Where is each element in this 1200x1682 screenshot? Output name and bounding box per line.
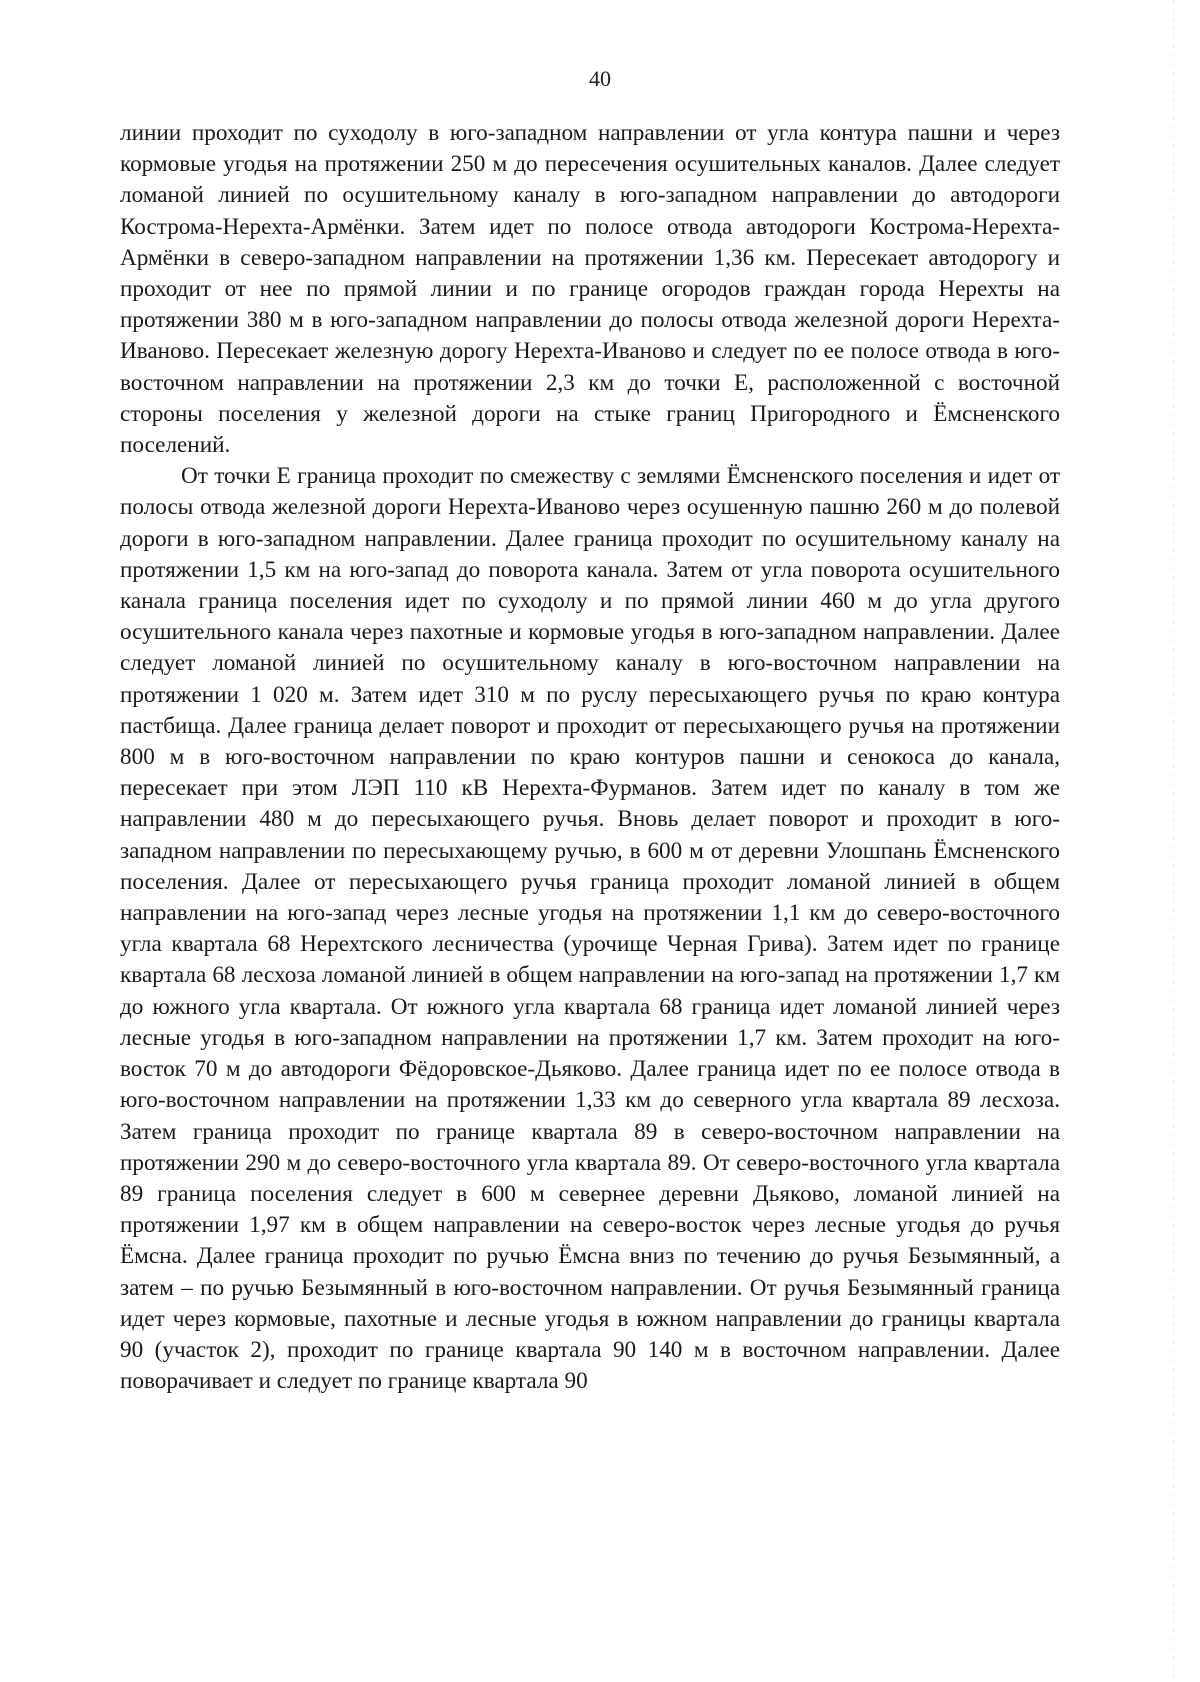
paragraph-1: линии проходит по суходолу в юго-западном направлении от угла контура пашни и через кормовые угодья на протяжении 250 м до пересечения осушительных каналов. Далее следует ломаной линией по осушительному каналу в юго-западном направлении до автодороги Кострома-Нерехта-Армёнки. Затем идет по полосе отвода автодороги Кострома-Нерехта-Армёнки в северо-западном направлении на протяжении 1,36 км. Пересекает автодорогу и проходит от нее по прямой линии и по границе огородов граждан города Нерехты на протяжении 380 м в юго-западном направлении до полосы отвода железной дороги Нерехта-Иваново. Пересекает железную дорогу Нерехта-Иваново и следует по ее полосе отвода в юго-восточном направлении на протяжении 2,3 км до точки Е, расположенной с восточной стороны поселения у железной дороги на стыке границ Пригородного и Ёмсненского поселений. (120, 120, 1060, 459)
paragraph-2: От точки Е граница проходит по смежеству с землями Ёмсненского поселения и идет от полосы отвода железной дороги Нерехта-Иваново через осушенную пашню 260 м до полевой дороги в юго-западном направлении. Далее граница проходит по осушительному каналу на протяжении 1,5 км на юго-запад до поворота канала. Затем от угла поворота осушительного канала граница поселения идет по суходолу и по прямой линии 460 м до угла другого осушительного канала через пахотные и кормовые угодья в юго-западном направлении. Далее следует ломаной линией по осушительному каналу в юго-восточном направлении на протяжении 1 020 м. Затем идет 310 м по руслу пересыхающего ручья по краю контура пастбища. Далее граница делает поворот и проходит от пересыхающего ручья на протяжении 800 м в юго-восточном направлении по краю контуров пашни и сенокоса до канала, пересекает при этом ЛЭП 110 кВ Нерехта-Фурманов. Затем идет по каналу в том же направлении 480 м до пересыхающего ручья. Вновь делает поворот и проходит в юго-западном направлении по пересыхающему ручью, в 600 м от деревни Улошпань Ёмсненского поселения. Далее от пересыхающего ручья граница проходит ломаной линией в общем направлении на юго-запад через лесные угодья на протяжении 1,1 км до северо-восточного угла квартала 68 Нерехтского лесничества (урочище Черная Грива). Затем идет по границе квартала 68 лесхоза ломаной линией в общем направлении на юго-запад на протяжении 1,7 км до южного угла квартала. От южного угла квартала 68 граница идет ломаной линией через лесные угодья в юго-западном направлении на протяжении 1,7 км. Затем проходит на юго-восток 70 м до автодороги Фёдоровское-Дьяково. Далее граница идет по ее полосе отвода в юго-восточном направлении на протяжении 1,33 км до северного угла квартала 89 лесхоза. Затем граница проходит по границе квартала 89 в северо-восточном направлении на протяжении 290 м до северо-восточного угла квартала 89. От северо-восточного угла квартала 89 граница поселения следует в 600 м севернее деревни Дьяково, ломаной линией на протяжении 1,97 км в общем направлении на северо-восток через лесные угодья до ручья Ёмсна. Далее граница проходит по ручью Ёмсна вниз по течению до ручья Безымянный, а затем – по ручью Безымянный в юго-восточном направлении. От ручья Безымянный граница идет через кормовые, пахотные и лесные угодья в южном направлении до границы квартала 90 (участок 2), проходит по границе квартала 90 140 м в восточном направлении. Далее поворачивает и следует по границе квартала 90 (120, 463, 1060, 1395)
scan-edge-artifact (1173, 0, 1174, 1682)
body-text (120, 118, 1060, 1397)
page-number: 40 (589, 66, 611, 91)
